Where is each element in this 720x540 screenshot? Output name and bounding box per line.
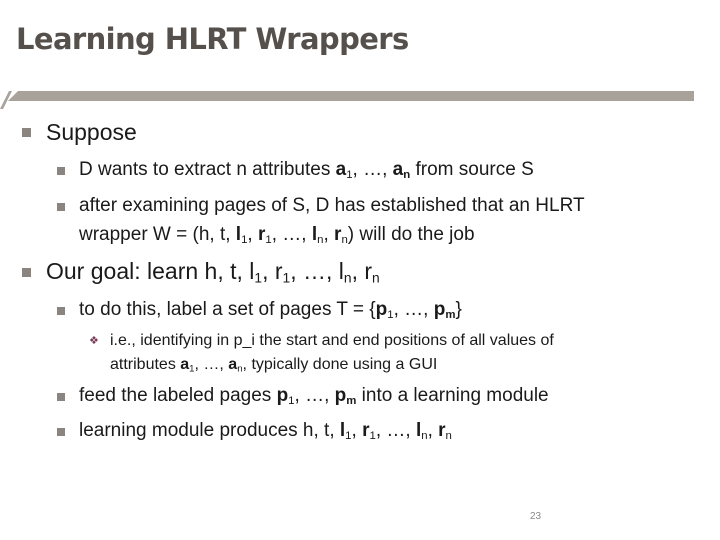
bullet-extract-attributes: D wants to extract n attributes $a_1$, …, $a_n$ from source S xyxy=(79,159,534,181)
bullet-hlrt-line1: after examining pages of S, D has established that an HLRT xyxy=(79,195,585,216)
title-rule xyxy=(8,91,694,101)
bullet-module-produces: learning module produces h, t, $l_1$, $r_1$, …, $l_n$, $r_n$ xyxy=(79,420,452,442)
bullet-label-pages: to do this, label a set of pages $T = \{p_1$, …, $p_m$} xyxy=(79,299,462,321)
bullet-square-icon xyxy=(22,268,31,277)
bullet-square-icon xyxy=(57,307,65,315)
bullet-feed-pages: feed the labeled pages $p_1$, …, $p_m$ into a learning module xyxy=(79,385,549,407)
page-number: 23 xyxy=(530,511,542,522)
bullet-suppose: Suppose xyxy=(46,119,137,145)
bullet-our-goal: Our goal: learn h, t, $l_1$, $r_1$, …, $l_n$, $r_n$ xyxy=(46,258,380,286)
diamond-bullet-icon: ❖ xyxy=(89,335,99,347)
bullet-identifying-line2: attributes $a_1$, …, $a_n$, typically done using a GUI xyxy=(110,356,438,375)
bullet-square-icon xyxy=(57,203,65,211)
bullet-square-icon xyxy=(22,128,31,137)
bullet-square-icon xyxy=(57,167,65,175)
bullet-square-icon xyxy=(57,393,65,401)
slide-title: Learning HLRT Wrappers xyxy=(16,22,409,56)
bullet-hlrt-line2: wrapper W = (h, t, $l_1$, $r_1$, …, $l_n$, $r_n$) will do the job xyxy=(79,224,475,246)
bullet-identifying-line1: i.e., identifying in p_i the start and end positions of all values of xyxy=(110,332,554,349)
bullet-square-icon xyxy=(57,428,65,436)
